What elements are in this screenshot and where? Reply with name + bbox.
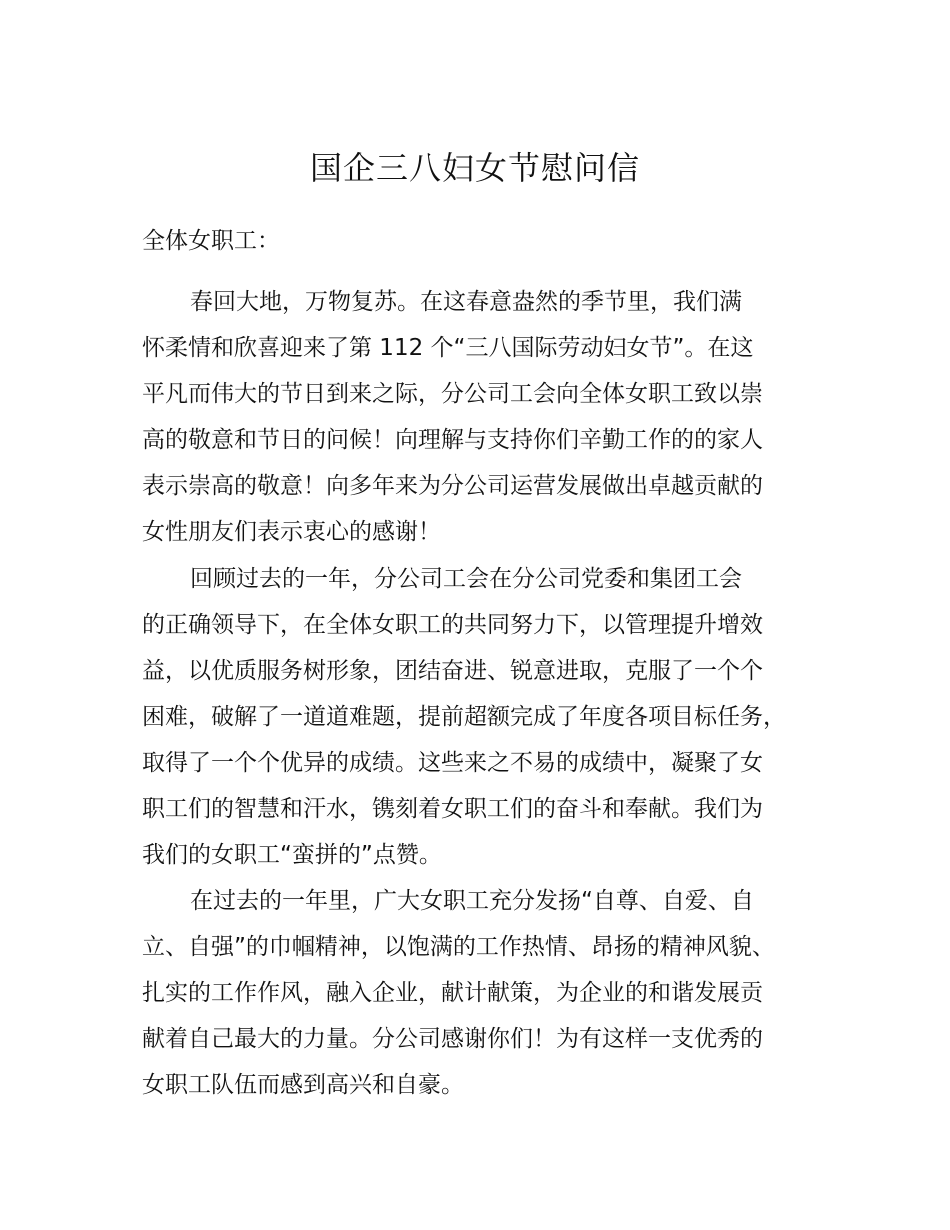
paragraph-3	[142, 878, 822, 1108]
salutation: 全体女职工：	[142, 228, 280, 254]
paragraph-line: 取得了一个个优异的成绩。这些来之不易的成绩中，凝聚了女	[142, 750, 763, 776]
paragraph-line: 扎实的工作作风，融入企业，献计献策，为企业的和谐发展贡	[142, 980, 763, 1006]
paragraph-1	[142, 279, 822, 555]
document-title: 国企三八妇女节慰问信	[309, 149, 640, 187]
paragraph-line: 女性朋友们表示衷心的感谢！	[142, 519, 441, 545]
paragraph-2	[142, 556, 822, 878]
paragraph-line: 献着自己最大的力量。分公司感谢你们！为有这样一支优秀的	[142, 1026, 763, 1052]
paragraph-line: 我们的女职工“蛮拼的”点赞。	[142, 842, 442, 868]
paragraph-line: 春回大地，万物复苏。在这春意盎然的季节里，我们满	[190, 289, 742, 315]
paragraph-line: 立、自强”的巾帼精神，以饱满的工作热情、昂扬的精神风貌、	[142, 934, 775, 960]
paragraph-line: 平凡而伟大的节日到来之际，分公司工会向全体女职工致以崇	[142, 381, 763, 407]
paragraph-line: 职工们的智慧和汗水，镌刻着女职工们的奋斗和奉献。我们为	[142, 796, 763, 822]
paragraph-line: 女职工队伍而感到高兴和自豪。	[142, 1072, 464, 1098]
paragraph-line: 的正确领导下，在全体女职工的共同努力下，以管理提升增效	[142, 612, 763, 638]
paragraph-line: 益，以优质服务树形象，团结奋进、锐意进取，克服了一个个	[142, 658, 763, 684]
paragraph-line: 在过去的一年里，广大女职工充分发扬“自尊、自爱、自	[190, 888, 754, 914]
paragraph-line: 回顾过去的一年，分公司工会在分公司党委和集团工会	[190, 566, 742, 592]
paragraph-line: 怀柔情和欣喜迎来了第 112 个“三八国际劳动妇女节”。在这	[142, 335, 754, 361]
paragraph-line: 表示崇高的敬意！向多年来为分公司运营发展做出卓越贡献的	[142, 473, 763, 499]
paragraph-line: 困难，破解了一道道难题，提前超额完成了年度各项目标任务，	[142, 704, 786, 730]
paragraph-line: 高的敬意和节日的问候！向理解与支持你们辛勤工作的的家人	[142, 427, 763, 453]
